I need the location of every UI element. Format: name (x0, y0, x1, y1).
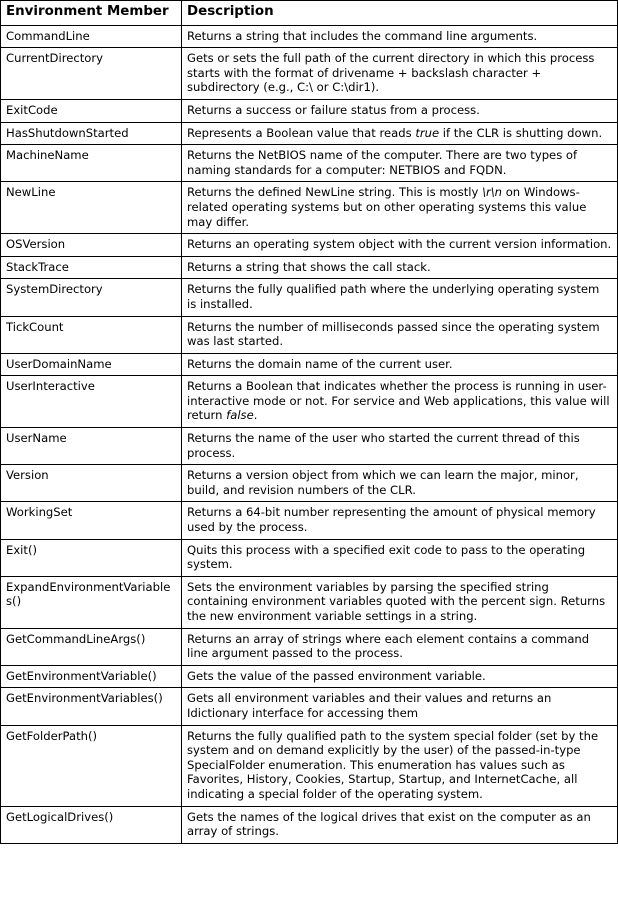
header-row (1, 1, 618, 26)
table-row (1, 48, 618, 100)
table-row (1, 428, 618, 465)
description-text: Gets the names of the logical drives that exist on the computer as an array of strings. (187, 809, 591, 839)
description-text: on Windows-related operating systems but on other operating systems this value may differ. (187, 185, 587, 229)
description-emphasis: false (226, 408, 254, 423)
description-cell (182, 688, 618, 725)
table-row (1, 122, 618, 145)
description-cell (182, 182, 618, 234)
member-cell: NewLine (1, 182, 182, 234)
member-cell: Version (1, 465, 182, 502)
member-cell: UserInteractive (1, 376, 182, 428)
table-row (1, 145, 618, 182)
member-cell: WorkingSet (1, 502, 182, 539)
description-cell (182, 465, 618, 502)
description-cell (182, 316, 618, 353)
table-row (1, 576, 618, 628)
member-cell: ExpandEnvironmentVariables() (1, 576, 182, 628)
table-row (1, 256, 618, 279)
description-text: Returns the number of milliseconds passed since the operating system was last started. (187, 319, 600, 349)
description-text: Represents a Boolean value that reads (187, 125, 416, 140)
table-row (1, 465, 618, 502)
description-text: Quits this process with a specified exit code to pass to the operating system. (187, 542, 586, 572)
description-emphasis: true (415, 125, 440, 140)
description-text: Sets the environment variables by parsing the specified string containing environment variables quoted with the percent sign. Returns the new environment variable settings in a string. (187, 579, 606, 623)
table-row (1, 628, 618, 665)
header-member: Environment Member (1, 1, 182, 26)
table-row (1, 665, 618, 688)
description-cell (182, 279, 618, 316)
description-cell (182, 234, 618, 257)
description-cell (182, 145, 618, 182)
header-description: Description (182, 1, 618, 26)
description-text: Returns the domain name of the current user. (187, 356, 453, 371)
table-row (1, 688, 618, 725)
member-cell: GetEnvironmentVariables() (1, 688, 182, 725)
member-cell: HasShutdownStarted (1, 122, 182, 145)
description-cell (182, 576, 618, 628)
table-row (1, 316, 618, 353)
description-text: Gets or sets the full path of the current directory in which this process starts with the format of drivename + backslash character + subdirectory (e.g., C:\ or C:\dir1). (187, 51, 595, 95)
description-cell (182, 376, 618, 428)
description-cell (182, 256, 618, 279)
description-cell (182, 539, 618, 576)
table-row (1, 725, 618, 806)
member-cell: GetCommandLineArgs() (1, 628, 182, 665)
description-text: Returns a string that includes the command line arguments. (187, 28, 538, 43)
member-cell: GetLogicalDrives() (1, 806, 182, 843)
description-cell (182, 628, 618, 665)
table-row (1, 25, 618, 48)
table-row (1, 353, 618, 376)
description-text: Returns the NetBIOS name of the computer. There are two types of naming standards for a computer: NETBIOS and FQDN. (187, 148, 578, 177)
member-cell: MachineName (1, 145, 182, 182)
description-cell (182, 122, 618, 145)
member-cell: StackTrace (1, 256, 182, 279)
description-text: . (253, 408, 258, 423)
member-cell: UserDomainName (1, 353, 182, 376)
member-cell: CurrentDirectory (1, 48, 182, 100)
member-cell: UserName (1, 428, 182, 465)
description-text: Returns a success or failure status from a process. (187, 102, 480, 117)
description-text: if the CLR is shutting down. (439, 125, 603, 140)
description-cell (182, 665, 618, 688)
table-row (1, 279, 618, 316)
description-text: Gets the value of the passed environment variable. (187, 668, 486, 683)
description-text: Returns the name of the user who started the current thread of this process. (187, 431, 580, 460)
description-text: Returns a version object from which we can learn the major, minor, build, and revision numbers of the CLR. (187, 468, 579, 497)
member-cell: Exit() (1, 539, 182, 576)
table-row (1, 234, 618, 257)
description-emphasis: \r\n (482, 185, 503, 200)
description-cell (182, 806, 618, 843)
table-row (1, 99, 618, 122)
description-text: Returns the fully qualified path where the underlying operating system is installed. (187, 282, 600, 311)
member-cell: ExitCode (1, 99, 182, 122)
description-cell (182, 428, 618, 465)
description-cell (182, 48, 618, 100)
description-cell (182, 99, 618, 122)
description-text: Returns a Boolean that indicates whether the process is running in user-interactive mode or not. For service and Web applications, this value will return (187, 379, 610, 423)
member-cell: TickCount (1, 316, 182, 353)
table-row (1, 806, 618, 843)
description-cell (182, 502, 618, 539)
member-cell: GetEnvironmentVariable() (1, 665, 182, 688)
description-text: Returns a string that shows the call stack. (187, 259, 431, 274)
description-text: Returns an operating system object with the current version information. (187, 237, 612, 252)
member-cell: OSVersion (1, 234, 182, 257)
member-cell: GetFolderPath() (1, 725, 182, 806)
member-cell: CommandLine (1, 25, 182, 48)
description-text: Returns a 64-bit number representing the amount of physical memory used by the process. (187, 505, 596, 535)
table-row (1, 182, 618, 234)
member-cell: SystemDirectory (1, 279, 182, 316)
description-text: Returns the defined NewLine string. This is mostly (187, 185, 483, 200)
description-cell (182, 725, 618, 806)
description-text: Returns an array of strings where each element contains a command line argument passed to the process. (187, 631, 590, 661)
table-row (1, 376, 618, 428)
table-row (1, 502, 618, 539)
description-cell (182, 25, 618, 48)
description-cell (182, 353, 618, 376)
description-text: Returns the fully qualified path to the system special folder (set by the system and on demand explicitly by the user) of the passed-in-type SpecialFolder enumeration. This enumeration has values such as Favorites, History, Cookies, Startup, Startup, and InternetCache, all indicating a special folder of the operating system. (187, 728, 599, 801)
description-text: Gets all environment variables and their values and returns an Idictionary interface for accessing them (187, 691, 552, 720)
table-row (1, 539, 618, 576)
